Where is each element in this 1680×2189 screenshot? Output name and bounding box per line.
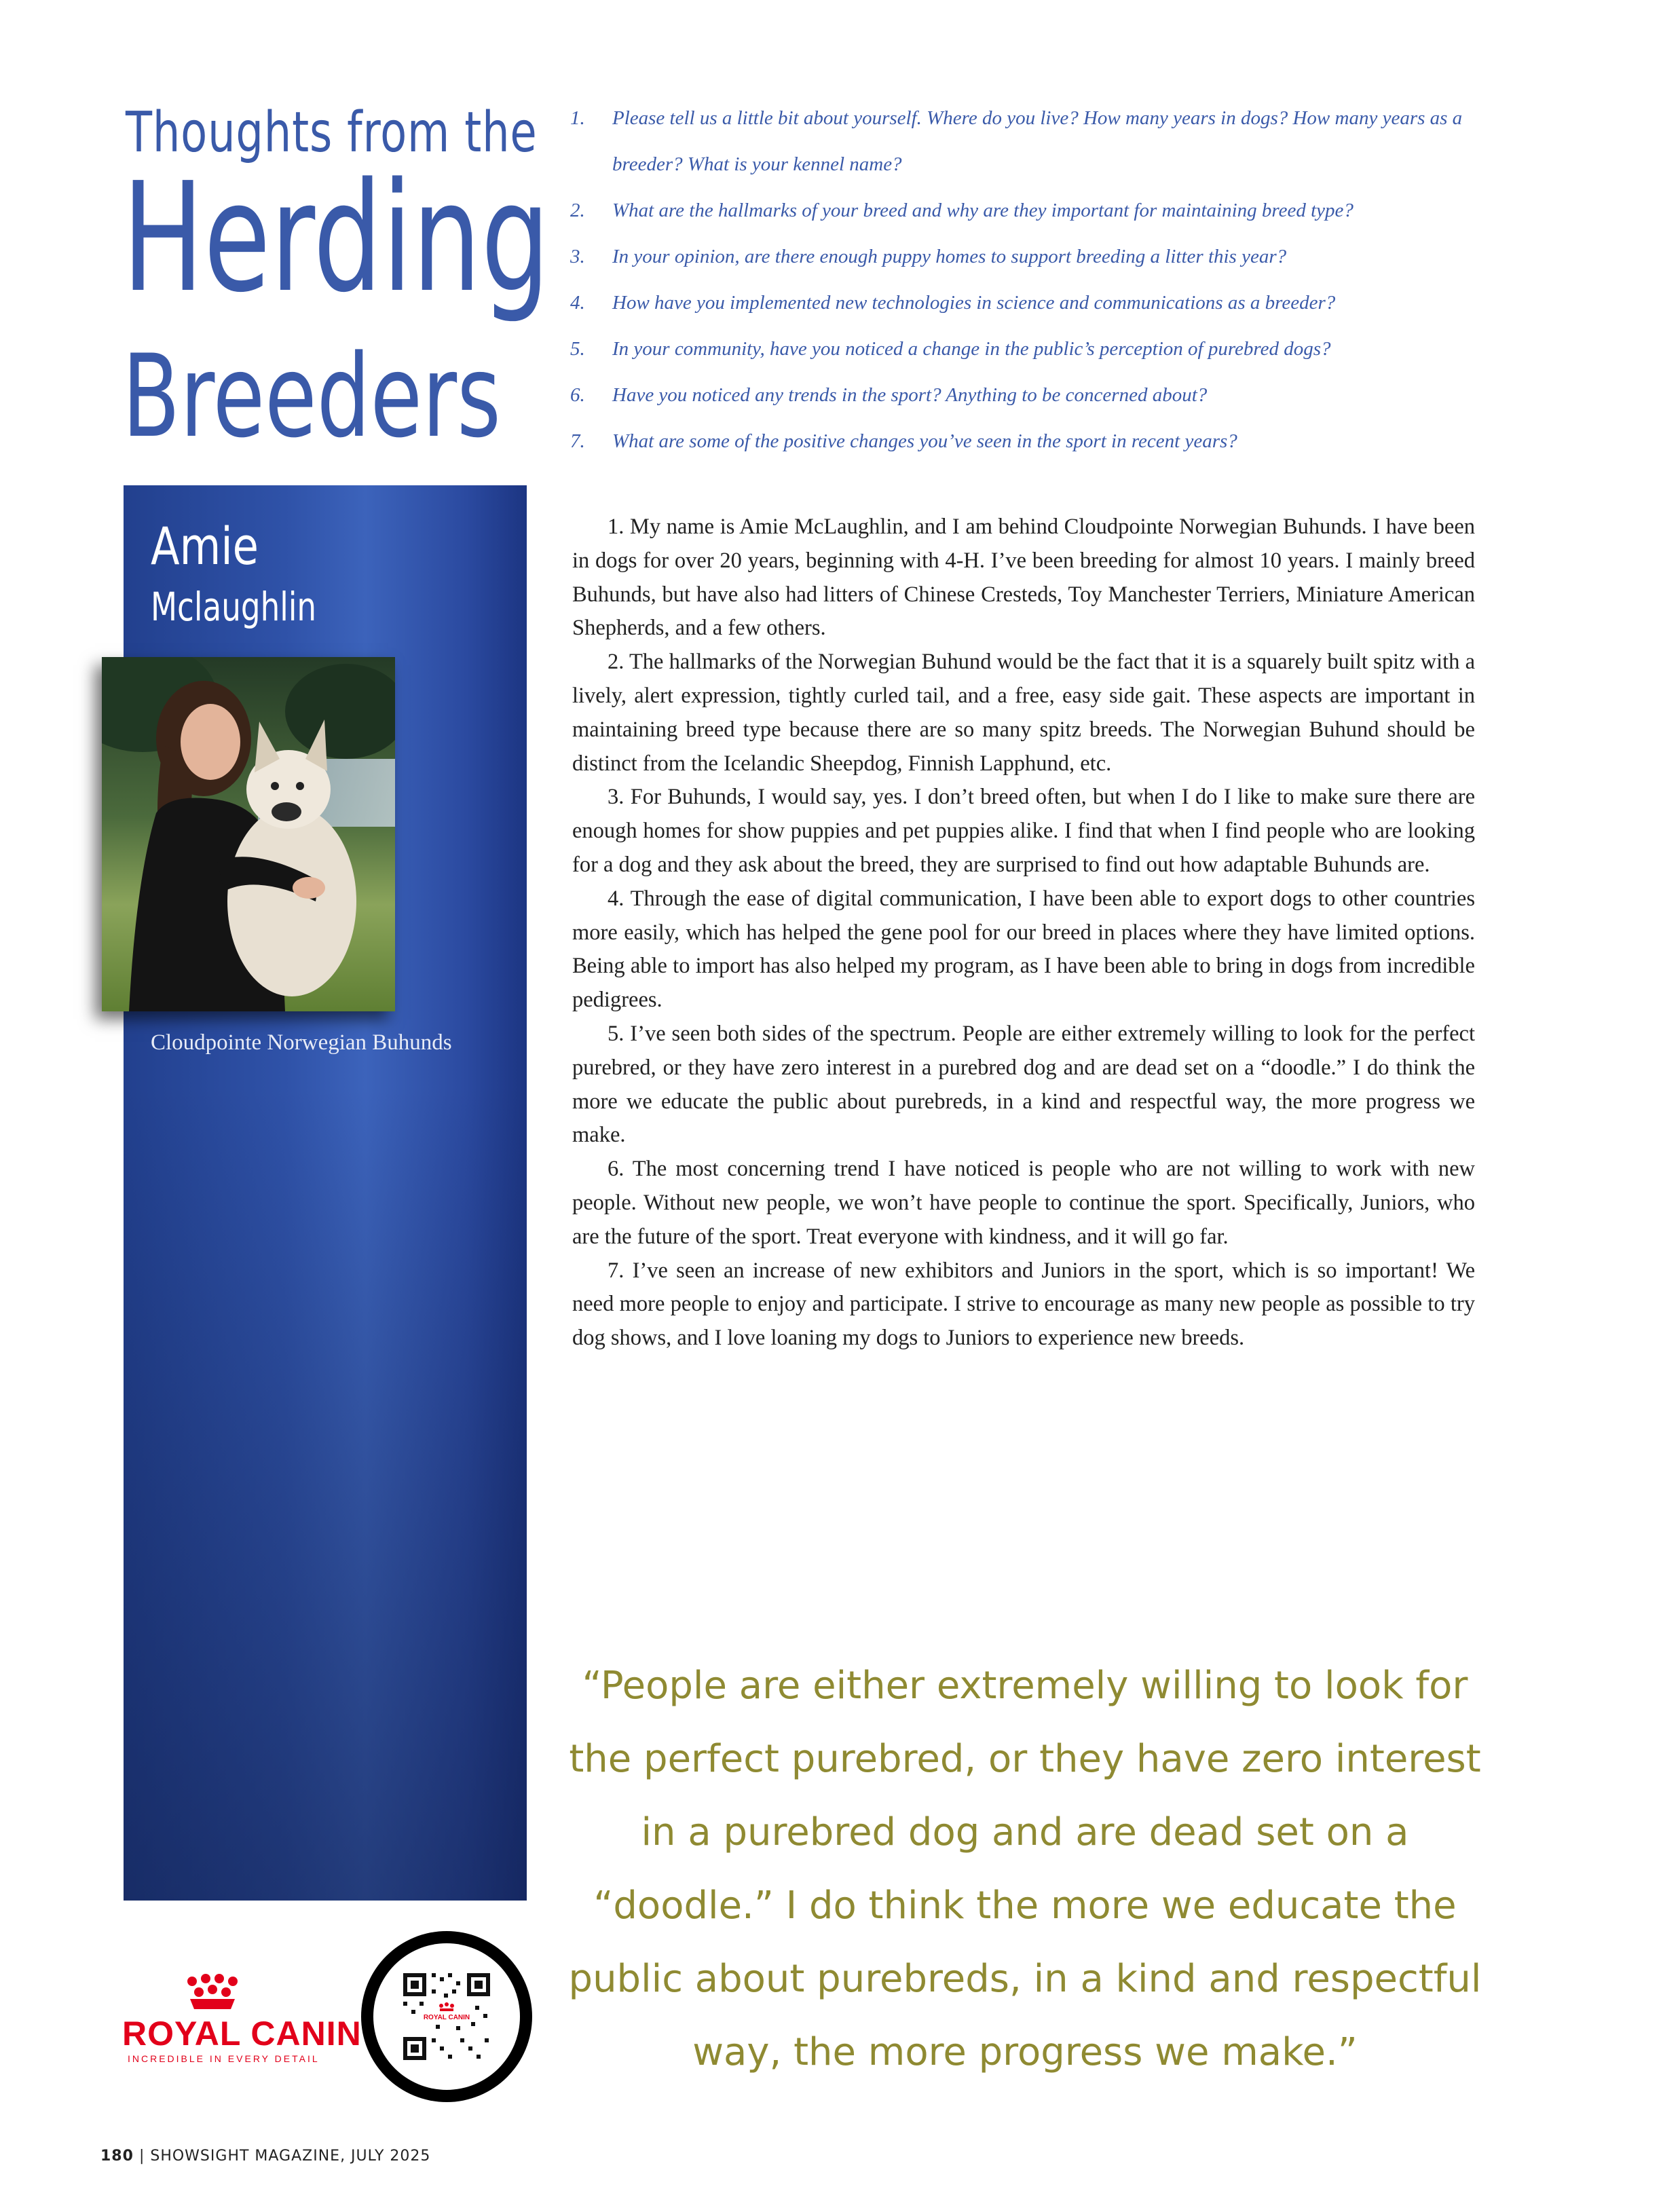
breeder-first-name: Amie xyxy=(151,516,259,576)
breeder-photo xyxy=(102,657,395,1011)
answer-paragraph: 4. Through the ease of digital communication, I have been able to export dogs to other countries more easily, which has helped the gene pool for our breed in places where they have limited options. Being able to import has also helped my program, as I have been able to bring in dogs from incredible pedigrees. xyxy=(572,886,1475,1013)
question-item xyxy=(570,233,1487,280)
answer-paragraph: 2. The hallmarks of the Norwegian Buhund would be the fact that it is a squarely built spitz with a lively, alert expression, tightly curled tail, and a free, easy side gait. These aspects are important in maintaining breed type because there are so many spitz breeds. The Norwegian Buhund should be distinct from the Icelandic Sheepdog, Finnish Lapphund, etc. xyxy=(572,650,1475,776)
question-number: 7. xyxy=(570,430,585,452)
question-text: How have you implemented new technologies in science and communications as a breeder? xyxy=(612,292,1336,314)
question-text: In your community, have you noticed a change in the public’s perception of purebred dogs? xyxy=(612,338,1331,360)
answer-paragraph: 5. I’ve seen both sides of the spectrum. People are either extremely willing to look for the perfect purebred, or they have zero interest in a purebred dog and are dead set on a “doodle.” I do think the more we educate the public about purebreds, in a kind and respectful way, the more progress we make. xyxy=(572,1021,1475,1148)
question-text: In your opinion, are there enough puppy homes to support breeding a litter this year? xyxy=(612,246,1287,267)
heading-line-3: Breeders xyxy=(122,330,501,463)
answer-paragraph: 1. My name is Amie McLaughlin, and I am behind Cloudpointe Norwegian Buhunds. I have been in dogs for over 20 years, beginning with 4-H. I’ve been breeding for almost 10 years. I mainly breed Buhunds, but have also had litters of Chinese Cresteds, Toy Manchester Terriers, Miniature American Shepherds, and a few others. xyxy=(572,514,1475,641)
question-item xyxy=(570,280,1487,326)
question-text: Have you noticed any trends in the sport? Anything to be concerned about? xyxy=(612,384,1208,406)
question-number: 1. xyxy=(570,107,585,129)
question-number: 5. xyxy=(570,338,585,360)
question-item xyxy=(570,418,1487,464)
question-number: 3. xyxy=(570,246,585,267)
heading-line-2: Herding xyxy=(122,151,550,326)
qr-code-pattern xyxy=(373,1943,520,2090)
question-text: Please tell us a little bit about yourself. Where do you live? How many years in dogs? How many years as a breeder? What is your kennel name? xyxy=(612,107,1463,175)
publication-name: SHOWSIGHT MAGAZINE, JULY 2025 xyxy=(150,2148,431,2165)
question-number: 4. xyxy=(570,292,585,314)
heading-line-1: Thoughts from the xyxy=(126,100,538,165)
page-number: 180 xyxy=(100,2148,134,2165)
photo-caption: Cloudpointe Norwegian Buhunds xyxy=(151,1030,452,1055)
brand-tagline: INCREDIBLE IN EVERY DETAIL xyxy=(128,2053,320,2064)
question-item xyxy=(570,372,1487,418)
qr-brand-label: ROYAL CANIN xyxy=(423,2014,470,2021)
question-text: What are the hallmarks of your breed and why are they important for maintaining breed type? xyxy=(612,200,1354,221)
questions-list xyxy=(570,95,1487,464)
footer-separator: | xyxy=(138,2148,145,2165)
answers-body xyxy=(572,510,1475,1355)
page-footer xyxy=(100,2148,430,2165)
question-item xyxy=(570,187,1487,233)
answer-paragraph: 6. The most concerning trend I have noticed is people who are not willing to work with new people. Without new people, we won’t have people to continue the sport. Specifically, Juniors, who are the future of the sport. Treat everyone with kindness, and it will go far. xyxy=(572,1157,1475,1249)
question-item xyxy=(570,326,1487,372)
answer-paragraph: 3. For Buhunds, I would say, yes. I don’t breed often, but when I do I like to make sure there are enough homes for show puppies and pet puppies alike. I find that when I find people who are looking for a dog and they ask about the breed, they are surprised to find out how adaptable Buhunds are. xyxy=(572,785,1475,877)
question-text: What are some of the positive changes you’ve seen in the sport in recent years? xyxy=(612,430,1237,452)
question-number: 2. xyxy=(570,200,585,221)
question-item xyxy=(570,95,1487,187)
breeder-last-name: Mclaughlin xyxy=(151,584,317,630)
answer-paragraph: 7. I’ve seen an increase of new exhibitors and Juniors in the sport, which is so important! We need more people to enjoy and participate. I strive to encourage as many new people as possible to try dog shows, and I love loaning my dogs to Juniors to experience new breeds. xyxy=(572,1258,1475,1351)
brand-name: ROYAL CANIN xyxy=(122,2015,362,2053)
royal-canin-logo[interactable] xyxy=(121,1972,362,2067)
question-number: 6. xyxy=(570,384,585,406)
pull-quote: “People are either extremely willing to look for the perfect purebred, or they have zero interest in a purebred dog and are dead set on a “doodle.” I do think the more we educate the public about purebreds, in a kind and respectful way, the more progress we make.” xyxy=(568,1664,1482,2074)
qr-code[interactable] xyxy=(361,1931,532,2102)
